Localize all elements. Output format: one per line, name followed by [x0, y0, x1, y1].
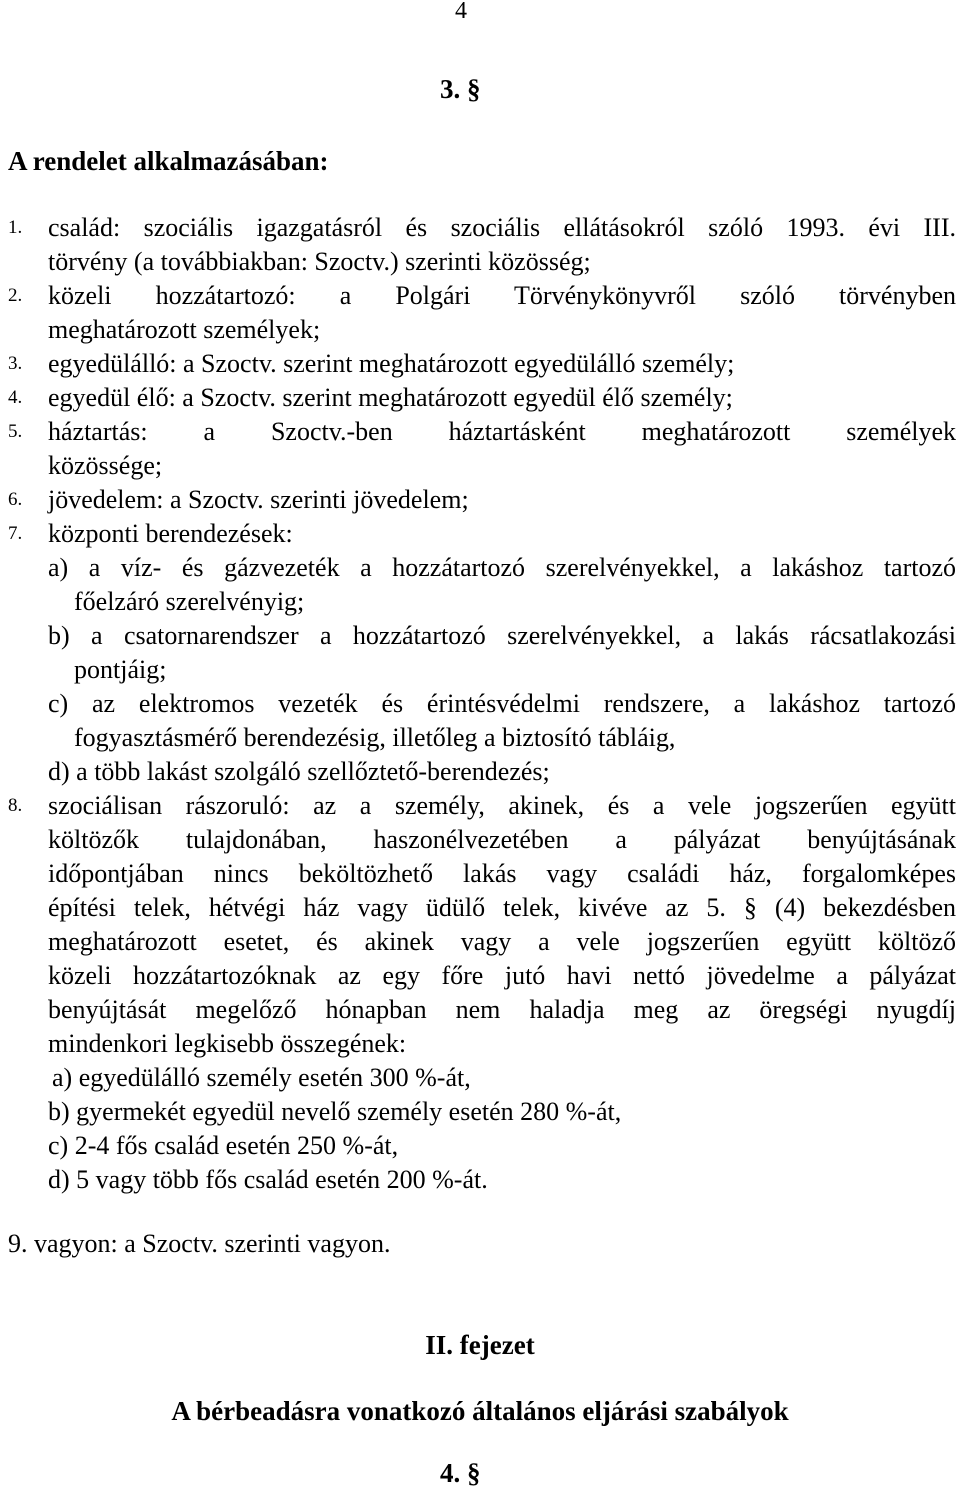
sub-item	[48, 619, 956, 687]
definition-text	[48, 789, 956, 1197]
item-number: 5.	[8, 421, 23, 442]
text-line: meghatározott személyek;	[48, 315, 321, 344]
definitions-list	[8, 211, 956, 1197]
definition-item-9: 9. vagyon: a Szoctv. szerinti vagyon.	[8, 1229, 391, 1258]
chapter-heading: II. fejezet	[425, 1330, 535, 1360]
text-line: főelzáró szerelvényig;	[74, 587, 305, 616]
definition-item	[8, 211, 956, 279]
text-line: meghatározott esetet, és akinek vagy a vele jogszerűen együtt költöző	[48, 927, 956, 956]
text-line: egyedül élő: a Szoctv. szerint meghatározott egyedül élő személy;	[48, 383, 733, 412]
sub-item: c) 2-4 fős család esetén 250 %-át,	[48, 1131, 399, 1160]
text-line: központi berendezések:	[48, 519, 293, 548]
sub-item: d) 5 vagy több fős család esetén 200 %-át.	[48, 1165, 488, 1194]
text-line: család: szociális igazgatásról és szociális ellátásokról szóló 1993. évi III.	[48, 213, 956, 242]
section-heading-3: 3. §	[440, 74, 481, 104]
sub-item: a) egyedülálló személy esetén 300 %-át,	[52, 1063, 471, 1092]
text-line: pontjáig;	[74, 655, 167, 684]
text-line: benyújtását megelőző hónapban nem haladja meg az öregségi nyugdíj	[48, 995, 956, 1024]
item-number: 3.	[8, 353, 23, 374]
text-line: szociálisan rászoruló: az a személy, akinek, és a vele jogszerűen együtt	[48, 791, 956, 820]
chapter-title: A bérbeadásra vonatkozó általános eljárási szabályok	[171, 1396, 789, 1426]
text-line: időpontjában nincs beköltözhető lakás vagy családi ház, forgalomképes	[48, 859, 956, 888]
item-number: 2.	[8, 285, 23, 306]
page-number: 4	[455, 0, 467, 24]
sub-item: b) gyermekét egyedül nevelő személy esetén 280 %-át,	[48, 1097, 622, 1126]
definition-text	[48, 517, 956, 789]
text-line: költözők tulajdonában, haszonélvezetében a pályázat benyújtásának	[48, 825, 956, 854]
definition-text	[48, 211, 956, 279]
text-line: a) a víz- és gázvezeték a hozzátartozó szerelvényekkel, a lakáshoz tartozó	[48, 553, 956, 582]
definition-item	[8, 789, 956, 1197]
text-line: mindenkori legkisebb összegének:	[48, 1029, 407, 1058]
text-line: d) a több lakást szolgáló szellőztető-berendezés;	[48, 757, 550, 786]
text-line: törvény (a továbbiakban: Szoctv.) szerinti közösség;	[48, 247, 591, 276]
item-number: 4.	[8, 387, 23, 408]
text-line: fogyasztásmérő berendezésig, illetőleg a biztosító tábláig,	[74, 723, 676, 752]
definition-item	[8, 415, 956, 483]
definition-item	[8, 381, 956, 415]
definition-text	[48, 347, 956, 381]
sub-item	[48, 755, 956, 789]
text-line: közeli hozzátartozóknak az egy főre jutó havi nettó jövedelme a pályázat	[48, 961, 956, 990]
text-line: egyedülálló: a Szoctv. szerint meghatározott egyedülálló személy;	[48, 349, 735, 378]
text-line: háztartás: a Szoctv.-ben háztartásként meghatározott személyek	[48, 417, 956, 446]
definition-text	[48, 415, 956, 483]
definition-text	[48, 483, 956, 517]
definition-text	[48, 381, 956, 415]
sub-item	[48, 687, 956, 755]
text-line: jövedelem: a Szoctv. szerinti jövedelem;	[48, 485, 469, 514]
sub-item	[48, 551, 956, 619]
definition-item	[8, 517, 956, 789]
text-line: építési telek, hétvégi ház vagy üdülő telek, kivéve az 5. § (4) bekezdésben	[48, 893, 956, 922]
section-heading-4: 4. §	[440, 1458, 481, 1488]
intro-text: A rendelet alkalmazásában:	[8, 146, 329, 176]
definition-item	[8, 483, 956, 517]
item-number: 8.	[8, 795, 23, 816]
definition-text	[48, 279, 956, 347]
item-number: 1.	[8, 217, 23, 238]
text-line: c) az elektromos vezeték és érintésvédelmi rendszere, a lakáshoz tartozó	[48, 689, 956, 718]
text-line: közeli hozzátartozó: a Polgári Törvénykönyvről szóló törvényben	[48, 281, 956, 310]
text-line: b) a csatornarendszer a hozzátartozó szerelvényekkel, a lakás rácsatlakozási	[48, 621, 956, 650]
definition-item	[8, 279, 956, 347]
definition-item	[8, 347, 956, 381]
text-line: közössége;	[48, 451, 163, 480]
item-number: 6.	[8, 489, 23, 510]
item-number: 7.	[8, 523, 23, 544]
